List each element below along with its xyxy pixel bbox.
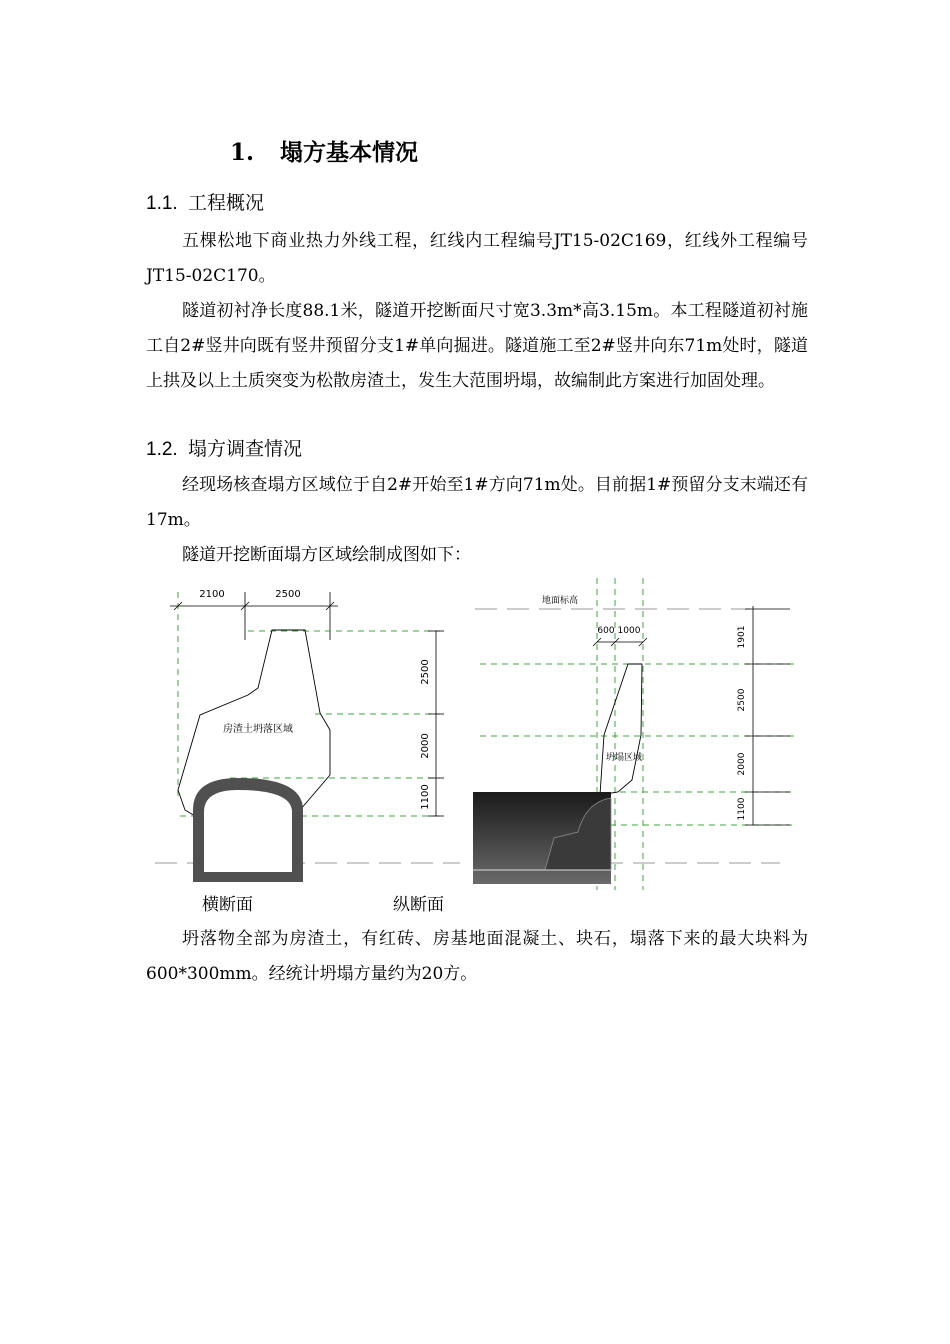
dim-label: 1100 [737,797,747,821]
tunnel-opening [204,790,292,872]
dim-label: 2500 [420,659,431,685]
dim-label: 600 [597,626,615,636]
paragraph-project-overview-2: 隧道初衬净长度88.1米，隧道开挖断面尺寸宽3.3m*高3.15m。本工程隧道初衬施工自2#竖井向既有竖井预留分支1#单向掘进。隧道施工至2#竖井向东71m处时，隧道上拱及以上土质突变为松散房渣土，发生大范围坍塌，故编制此方案进行加固处理。 [146,301,808,391]
paragraph-collapse-material: 坍落物全部为房渣土，有红砖、房基地面混凝土、块石，塌落下来的最大块料为600*300mm。经统计坍塌方量约为20方。 [146,929,808,984]
dim-label: 1000 [617,626,641,636]
subsection-heading-1-2 [146,434,302,461]
paragraph-survey-2: 隧道开挖断面塌方区域绘制成图如下： [182,545,471,565]
cross-section-drawing [155,589,460,882]
paragraph-project-overview-1: 五棵松地下商业热力外线工程，红线内工程编号JT15-02C169，红线外工程编号JT15-02C170。 [146,231,808,286]
subsection-number: 1.1. [146,193,178,214]
collapse-section-figure [140,570,820,920]
dim-label: 2000 [420,733,431,759]
collapse-zone-label: 坍塌区域 [605,753,643,763]
section-title: 塌方基本情况 [280,139,418,166]
subsection-title: 工程概况 [188,192,265,214]
collapse-zone-outline [600,664,642,795]
subsection-number: 1.2. [146,439,178,460]
longitudinal-section-caption: 纵断面 [393,895,444,915]
dim-label: 2000 [737,752,747,776]
dim-label: 2500 [737,688,747,712]
dim-label: 1100 [420,784,431,810]
dim-label: 2500 [275,589,301,600]
dim-label: 2100 [199,589,225,600]
paragraph-survey-1: 经现场核查塌方区域位于自2#开始至1#方向71m处。目前据1#预留分支末端还有17m。 [146,475,808,530]
section-drawings [140,570,820,920]
longitudinal-section-drawing [473,578,795,890]
ground-level-label: 地面标高 [541,596,579,606]
dim-label: 1901 [737,625,747,649]
cross-section-caption: 横断面 [202,895,253,915]
subsection-heading-1-1 [146,188,264,215]
section-heading [230,134,418,167]
section-number: 1. [230,139,255,166]
subsection-title: 塌方调查情况 [188,438,303,460]
collapse-region-label: 房渣土坍落区域 [223,724,293,735]
